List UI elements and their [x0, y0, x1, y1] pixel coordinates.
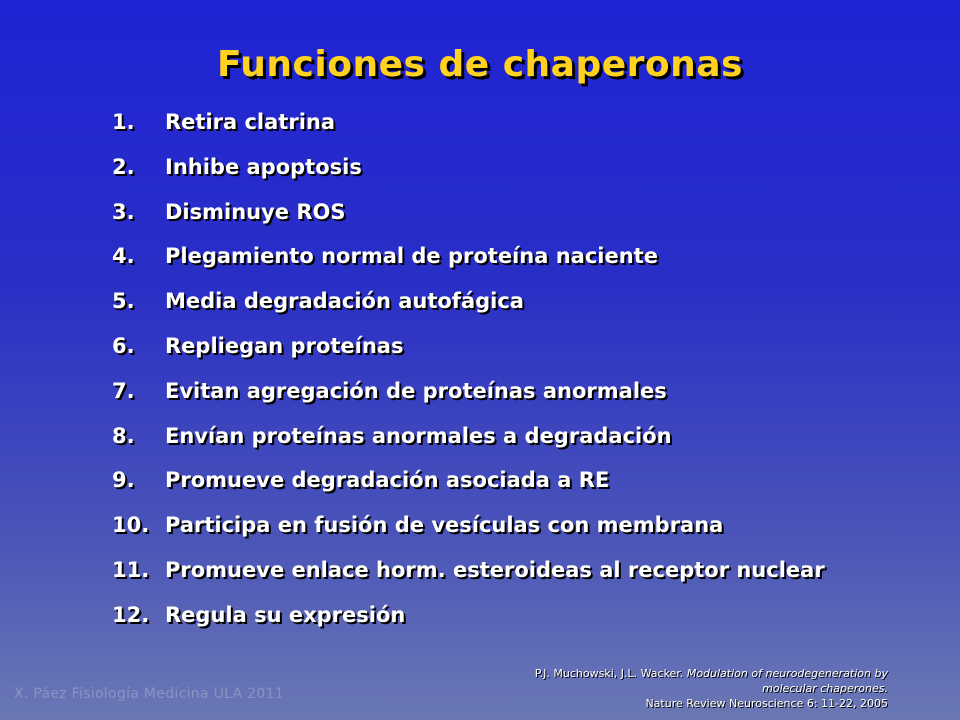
list-item [112, 104, 825, 149]
item-text: Plegamiento normal de proteína naciente [165, 244, 658, 269]
slide-title: Funciones de chaperonas [217, 44, 743, 85]
citation-line-1 [535, 666, 888, 681]
list-item [112, 507, 825, 552]
list-item [112, 328, 825, 373]
list-item [112, 194, 825, 239]
citation-title-cont: molecular chaperones. [762, 682, 888, 695]
item-text: Disminuye ROS [165, 199, 346, 224]
list-item [112, 283, 825, 328]
list-item [112, 462, 825, 507]
item-number: 3. [112, 199, 135, 224]
item-number: 12. [112, 602, 150, 627]
item-number: 7. [112, 378, 135, 403]
list-item [112, 418, 825, 463]
citation [535, 666, 888, 711]
list-item [112, 597, 825, 642]
citation-journal: Nature Review Neuroscience 6: 11-22, 2005 [645, 697, 888, 710]
item-text: Retira clatrina [165, 110, 336, 134]
item-text: Inhibe apoptosis [165, 154, 362, 179]
item-text: Repliegan proteínas [165, 333, 404, 358]
item-number: 4. [112, 244, 135, 269]
item-text: Promueve enlace horm. esteroideas al receptor nuclear [165, 557, 825, 582]
item-text: Envían proteínas anormales a degradación [165, 423, 672, 448]
item-text: Regula su expresión [165, 602, 406, 627]
list-item [112, 238, 825, 283]
item-text: Evitan agregación de proteínas anormales [165, 378, 667, 403]
list-item [112, 373, 825, 418]
item-text: Promueve degradación asociada a RE [165, 468, 610, 493]
item-number: 5. [112, 289, 135, 314]
citation-title: Modulation of neurodegeneration by [686, 667, 888, 680]
citation-authors: P.J. Muchowski, J.L. Wacker. [534, 667, 684, 680]
item-text: Media degradación autofágica [165, 289, 524, 314]
item-number: 10. [112, 513, 150, 538]
item-number: 2. [112, 154, 135, 179]
list-item [112, 552, 825, 597]
item-text: Participa en fusión de vesículas con membrana [165, 513, 724, 538]
item-number: 8. [112, 423, 135, 448]
item-number: 9. [112, 468, 135, 493]
item-number: 6. [112, 333, 135, 358]
list-item [112, 149, 825, 194]
item-number: 1. [112, 110, 135, 134]
functions-list [112, 104, 825, 642]
item-number: 11. [112, 557, 150, 582]
author-footer: X. Páez Fisiología Medicina ULA 2011 [14, 686, 285, 702]
